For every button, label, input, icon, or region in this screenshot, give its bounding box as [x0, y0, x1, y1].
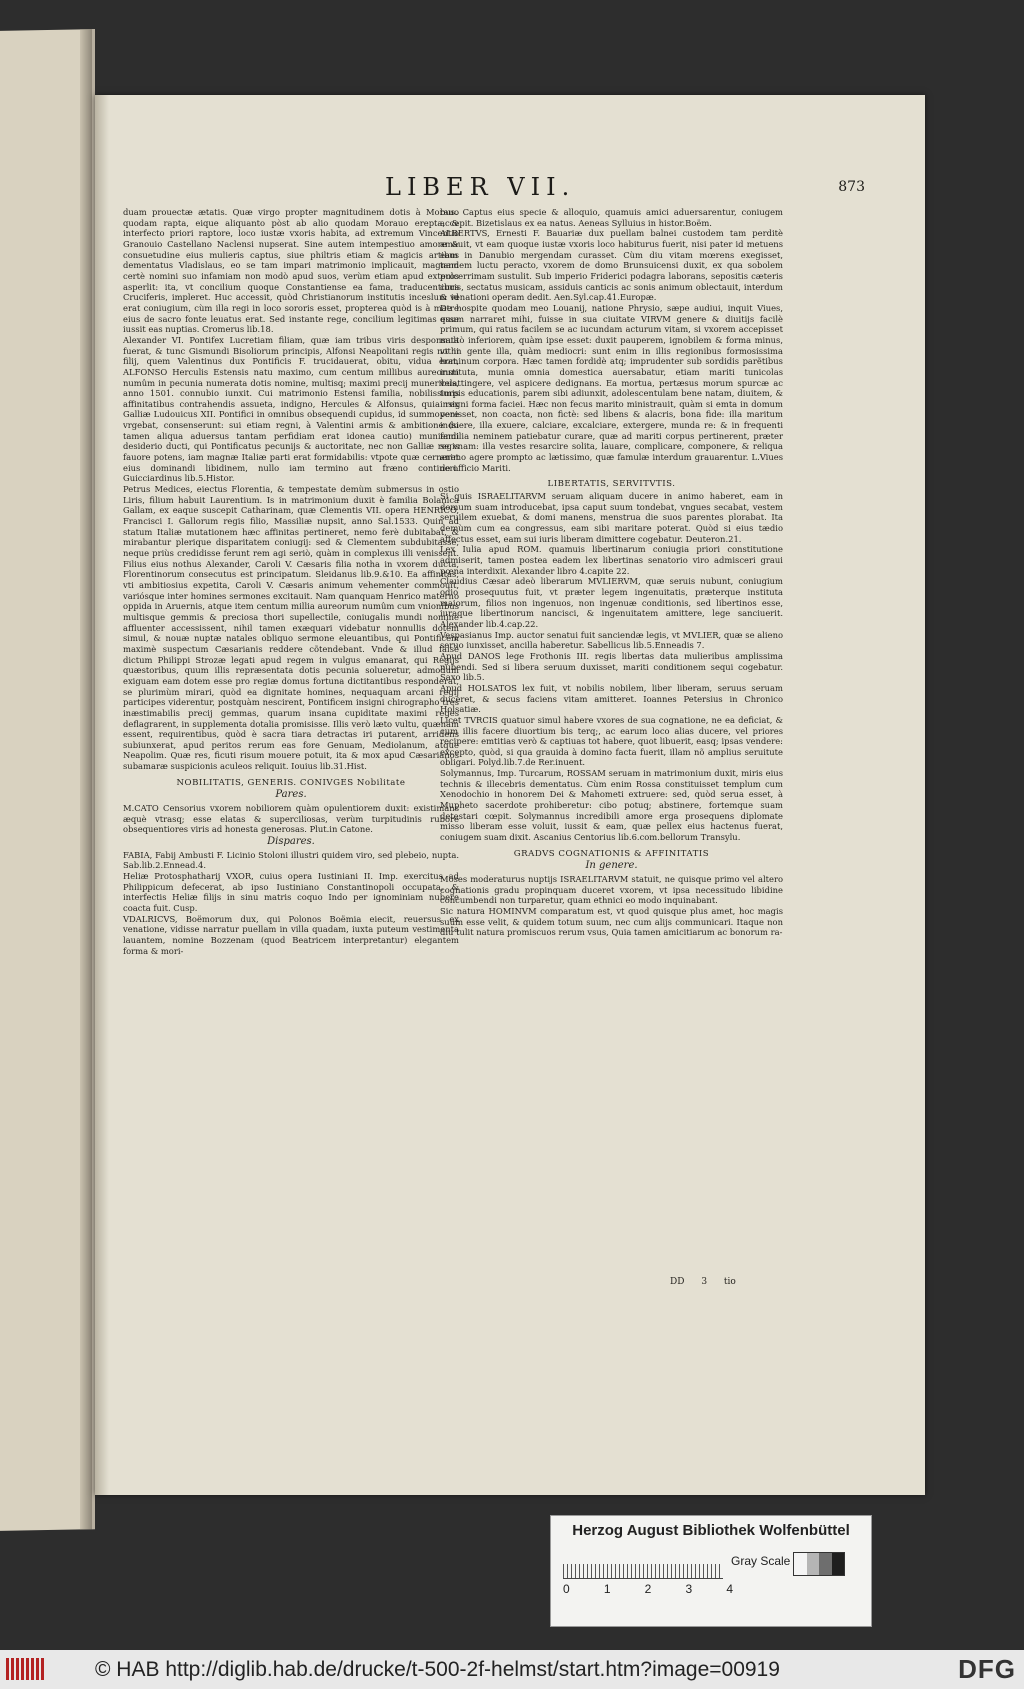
paragraph: Moses moderaturus nuptijs ISRAELITARVM statuit, ne quisque primo vel altero cognationis gradu propinquam duceret vxorem, vt ipsa necessitudo libidine concumbendi non turparetur, quam ethnici eo modo inquinabant. — [440, 874, 783, 906]
subheading-dispares: Dispares. — [267, 836, 315, 848]
gray-swatch — [819, 1553, 832, 1575]
scale-numbers — [563, 1582, 733, 1596]
section-heading-nobilitatis: NOBILITATIS, GENERIS. CONIVGES Nobilitate — [176, 777, 406, 788]
paragraph: Lex Iulia apud ROM. quamuis libertinarum coniugia priori constitutione admiserit, tamen postea eadem lex libertinas senatorio viro admisceri graui pœna interdixit. Alexander libro 4.capite 22. — [440, 544, 783, 576]
paragraph: ALBERTVS, Ernesti F. Bauariæ dux puellam balnei custodem tam perditè amauit, vt eam quoque iustæ vxoris loco habiturus fuerit, nisi pater id metuens eam in Danubio mergendam curasset. Cùm diu vitam mœrens exegisset, tandem luctu peracto, vxorem de domo Brunsuicensi duxit, ex qua sobolem pulcerrimam sustulit. Sub imperio Friderici podagra laborans, sepositis cæteris curis, sectatus musicam, assiduis canticis ac sonis animum oblectauit, interdum & venationi operam dedit. Aen.Syl.cap.41.Europæ. — [440, 228, 783, 303]
signature-mark: DD — [670, 1277, 685, 1287]
gray-scale-label: Gray Scale — [731, 1554, 791, 1568]
subheading-in-genere: In genere. — [585, 860, 638, 872]
scale-number: 4 — [726, 1582, 733, 1596]
paragraph: duam prouectæ ætatis. Quæ virgo propter magnitudinem dotis à Morauo quodam rapta, eique aliquanto pòst ab alio quodam Morauo erepta, & interfecto priori raptore, loco iustæ vxoris habita, ad extremum Vincentio Granouio Castellano Naclensi nupserat. Sine autem intempestiuo amore & consuetudine eius mulieris captus, siue philtris etiam & magicis artibus dementatus Vladislaus, eo se tam impari matrimonio implicauit, magnam certè nomini suo infamiam non modò apud suos, verùm etiam apud exteros asperlit: ita, vt concilium quoque Constantiense ea fama, traducentibus Cruciferis, impleret. Huc accessit, quòd Christianorum institutis inceslum id erat coniugium, cùm illa regi in loco sororis esset, propterea quòd is à matre eius de sacro fonte leuatus erat. Sed instante rege, concilium legitimas esse iussit eas nuptias. Cromerus lib.18. — [123, 207, 459, 335]
paragraph: FABIA, Fabij Ambusti F. Licinio Stoloni illustri quidem viro, sed plebeio, nupta. Sab.lib.2.Ennead.4. — [123, 849, 459, 871]
gray-scale-bar — [793, 1552, 845, 1576]
paragraph: Alexander VI. Pontifex Lucretiam filiam, quæ iam tribus viris desponsata fuerat, & tunc Gismundi Bisoliorum principis, Alfonsi Neapolitani regis nothi filij, quem Valentinus dux Pontificis F. trucidauerat, obitu, vidua erat, ALFONSO Herculis Estensis natu maximo, cum centum millibus aureorum numûm in pecunia numerata dotis nomine, multisq; maximi precij muneribus, anno 1501. connubio iunxit. Cui matrimonio Estensi familia, nobilissimis affinitatibus contrahendis assueta, indigno, Hercules & Alfonsus, quia rex Galliæ Ludouicus XII. Pontifici in omnibus obsequendi cupidus, id summopere vrgebat, consenserunt: sui etiam regni, à Valentini armis & ambitione (si tamen aliqua aduersus tantam perfidiam erat idonea cautio) muniendi desiderio ducti, qui Pontificatus pecunijs & auctoritate, nec non Galliæ regis fauore potens, iam magnæ Italiæ parti erat formidabilis: vtpote quæ cerneret eius dominandi libidinem, nullo iam termino aut fræno contineri. Guicciardinus lib.5.Histor. — [123, 334, 459, 484]
paragraph: Apud HOLSATOS lex fuit, vt nobilis nobilem, liber liberam, seruus seruam duceret, & secus faciens vitam amitteret. Ioannes Petersius in Chronico Holsatiæ. — [440, 682, 783, 715]
scale-number: 2 — [644, 1582, 652, 1596]
paragraph: Petrus Medices, eiectus Florentia, & tempestate demùm submersus in ostio Liris, filium habuit Laurentium. Is in matrimonium duxit è familia Bolanica Gallam, ex eaque suscepit Catharinam, quæ Clementis VII. opera HENRICO, Francisci I. Gallorum regis filio, Massiliæ nupsit, anno Sal.1533. Quin ad statum Italiæ mutationem hæc affinitas pertineret, nemo ferè dubitabat, & mirabantur plerique disparitatem coniugij: sed & Clementem subdubitasse, neque priùs credidisse ferunt rem agi seriò, quàm in complexus illi venissent. Filius eius nothus Alexander, Caroli V. Cæsaris filia notha in vxorem ducta, Florentinorum consecutus est principatum. Sleidanus lib.9.&10. Ea affinitas, vti ambitiosius expetita, Caroli V. Cæsaris animum vehementer commouit, variósque inter homines sermones excitauit. Nam quanquam Henrico materno oppida in Aruernis, atque item centum millia aureorum numûm cum vnionibus multisque gemmis & preciosa thori supellectile, coniugalis mundi nomine affluenter accessissent, nihil tamen exæquari videbatur nonnullis dotem simul, & nouæ nuptæ natales obliquo sermone eleuantibus, qui Pontificem maximè suspectum Cæsarianis reddere cõtendebant. Vnde & illud falsè dictum Philippi Strozæ legati apud regem in vulgus emanarat, qui Regijs quæstoribus, quum illis repræsentata dotis pecunia solueretur, admodum exiguam eam dotem esse pro regiæ domus fortuna dictitantibus responderat, se plurimùm mirari, quòd ea dignitate homines, nequaquam arcani regij participes viderentur, postquàm nescirent, Pontificem insigni chirographo tres inæstimabilis precij gemmas, quarum insana cupiditate maximi reges deflagrarent, in supplementa dotalia promisisse. Illis verò læto vultu, quænam essent, requirentibus, quòd è sacra tiara detractas iri putarent, arridens subiunxerat, apud peritos rerum eas fore Genuam, Mediolanum, atque Neapolim. Quæ res, ficuti risum mouere potuit, ita & mox apud Cæsarianos subamaræ suspicionis aculeos reliquit. Iouius lib.31.Hist. — [123, 484, 459, 772]
paragraph: Sic natura HOMINVM comparatum est, vt quod quisque plus amet, hoc magis suum esse velit, & quidem totum suum, nec cum alijs communicari. Itaque non diu tulit natura promiscuos rerum vsus, Quia tamen amicitiarum ac bonorum ra- — [440, 906, 783, 938]
scale-number: 1 — [603, 1582, 611, 1596]
running-head: LIBER VII. — [385, 173, 576, 201]
section-heading-libertatis: LIBERTATIS, SERVITVTIS. — [547, 479, 676, 490]
catchword: tio — [723, 1277, 736, 1287]
right-column — [440, 207, 783, 938]
signature-line — [670, 1277, 750, 1287]
permalink-text[interactable]: © HAB http://diglib.hab.de/drucke/t-500-2f-helmst/start.htm?image=00919 — [95, 1658, 780, 1681]
paragraph: Solymannus, Imp. Turcarum, ROSSAM seruam in matrimonium duxit, miris eius technis & illecebris dementatus. Cùm enim Rossa constituisset templum cum Xenodochio in honorem Dei & Mahometi extruere: sed, quòd serua esset, à Mupheto sacerdote prohiberetur: cibo potuq; abstinere, fortemque suam detestari cœpit. Solymannus incredibili amore erga prosequens diplomate misso liberam esse voluit, iussit & eam, quæ pellex eius hactenus fuerat, coniugem suam dixit. Ascanius Centorius lib.6.com.bellorum Transylu. — [440, 768, 783, 843]
subheading-pares: Pares. — [275, 789, 307, 801]
paragraph: M.CATO Censorius vxorem nobiliorem quàm opulentiorem duxit: existimans æquè vtrasq; esse elatas & superciliosas, verùm turpitudinis rubore obsequentiores viris ad honesta generosas. Plut.in Catone. — [123, 803, 459, 835]
section-heading-gradus: GRADVS COGNATIONIS & AFFINITATIS — [513, 848, 710, 859]
paragraph: Heliæ Protosphatharij VXOR, cuius opera Iustiniani II. Imp. exercitus ad Philippicum defecerat, ab ipso Iustiniano Constantinopoli occupata, & interfectis Heliæ filijs in sinu matris coquo Indo per ignominiam nubere coacta fuit. Cusp. — [123, 871, 459, 913]
paragraph: VDALRICVS, Boëmorum dux, qui Polonos Boëmia eiecit, reuersus ex venatione, vidisse narratur puellam in villa quadam, iuxta puteum vestimenta lauantem, nomine Bozzenam (quod Beatricem interpretantur) elegantem forma & mori- — [123, 913, 459, 956]
signature-number: 3 — [701, 1277, 708, 1287]
hab-logo-icon — [6, 1658, 46, 1680]
dfg-logo: DFG — [958, 1654, 1016, 1684]
paragraph: Apud DANOS lege Frothonis III. regis libertas data mulieribus amplissima nubendi. Sed si libera seruum duxisset, mariti conditionem sequi cogebatur. Saxo lib.5. — [440, 650, 783, 683]
gray-swatch — [794, 1553, 807, 1575]
book-spine — [80, 29, 92, 1529]
gray-swatch — [832, 1553, 845, 1575]
left-column — [123, 207, 459, 956]
color-calibration-card — [550, 1515, 872, 1627]
page-header — [95, 173, 925, 209]
page-number: 873 — [838, 179, 865, 195]
scale-number: 3 — [685, 1582, 693, 1596]
paragraph: Si quis ISRAELITARVM seruam aliquam ducere in animo haberet, eam in domum suam introducebat, ipsa caput suum tondebat, vngues secabat, vestem seruilem exuebat, & domi manens, menstrua die suos parentes plorabat. Ita demùm cum ea congressus, eam sibi maritare poterat. Quòd si eius tædio affectus esset, eam sui iuris liberam dimittere cogebatur. Deuteron.21. — [440, 491, 783, 544]
gray-swatch — [807, 1553, 820, 1575]
scale-number: 0 — [563, 1582, 570, 1596]
paragraph: Claudius Cæsar adeò liberarum MVLIERVM, quæ seruis nubunt, coniugium odio prosequutus fuit, vt præter legem ingenuitatis, præterque instituta maiorum, filios non ingenuos, non ingenuæ conditionis, sed libertinos esse, iuraque libertinorum nancisci, & ingenuitatem amittere, lege sanciuerit. Alexander lib.4.cap.22. — [440, 576, 783, 629]
paragraph: bus. Captus eius specie & alloquio, quamuis amici aduersarentur, coniugem accepit. Bizetislaus ex ea natus. Aeneas Sylluius in histor.Boëm. — [440, 207, 783, 228]
library-name: Herzog August Bibliothek Wolfenbüttel — [572, 1522, 850, 1539]
scale-ruler — [563, 1552, 723, 1579]
viewer-footer — [0, 1650, 1024, 1689]
paragraph: De hospite quodam meo Louanij, natione Phrysio, sæpe audiui, inquit Viues, quum narraret mihi, fuisse in sua ciuitate VIRVM genere & diuitijs facilè primum, qui ratus facilem se ac iucundam acturum vitam, si vxorem accepisset multò inferiorem, quàm ipse esset: duxit pauperem, ignobilem & forma minus, vt in gente illa, quàm mediocri: sunt enim in illis regionibus formosissima hominum corpora. Hæc tamen fordidè atq; imprudenter sub sordidis parẽtibus instituta, munia omnia domestica auersabatur, etiam mariti tunicolas velattingere, vel aspicere dedignans. Ea mortua, pertæsus morum spurcæ ac turpis educationis, parem sibi adiunxit, adolescentulam bene natam, diuitem, & insigni forma faciei. Hæc non fecus marito ministrauit, quàm si emta in domum venisset, non coacta, non fictè: sed libens & alacris, bona fide: illa maritum induere, illa exuere, calciare, excalciare, extergere, munda re: & in frequenti familia neminem patiebatur curare, quæ ad mariti corpus pertinerent, præter se vnam: illa vestes resarcire solita, lauare, complicare, componere, & reliqua animo agere prompto ac lætissimo, quæ famulæ interdum grauarentur. L.Viues de officio Mariti. — [440, 302, 783, 473]
book-page — [95, 95, 925, 1495]
paragraph: Licet TVRCIS quatuor simul habere vxores de sua cognatione, ne ea deficiat, & cum illis facere diuortium bis terq;, ac earum loco alias ducere, vel priores recipere: emtitias verò & captiuas tot habere, quot libuerit, easq; ipsas vendere: excepto, quòd, si qua grauida à domino facta fuerit, illam nõ amplius seruitute obligari. Polyd.lib.7.de Rer.inuent. — [440, 714, 783, 768]
previous-page-edge — [0, 29, 95, 1531]
paragraph: Vespasianus Imp. auctor senatui fuit sanciendæ legis, vt MVLIER, quæ se alieno seruo iunxisset, ancilla haberetur. Sabellicus lib.5.Enneadis 7. — [440, 629, 783, 651]
